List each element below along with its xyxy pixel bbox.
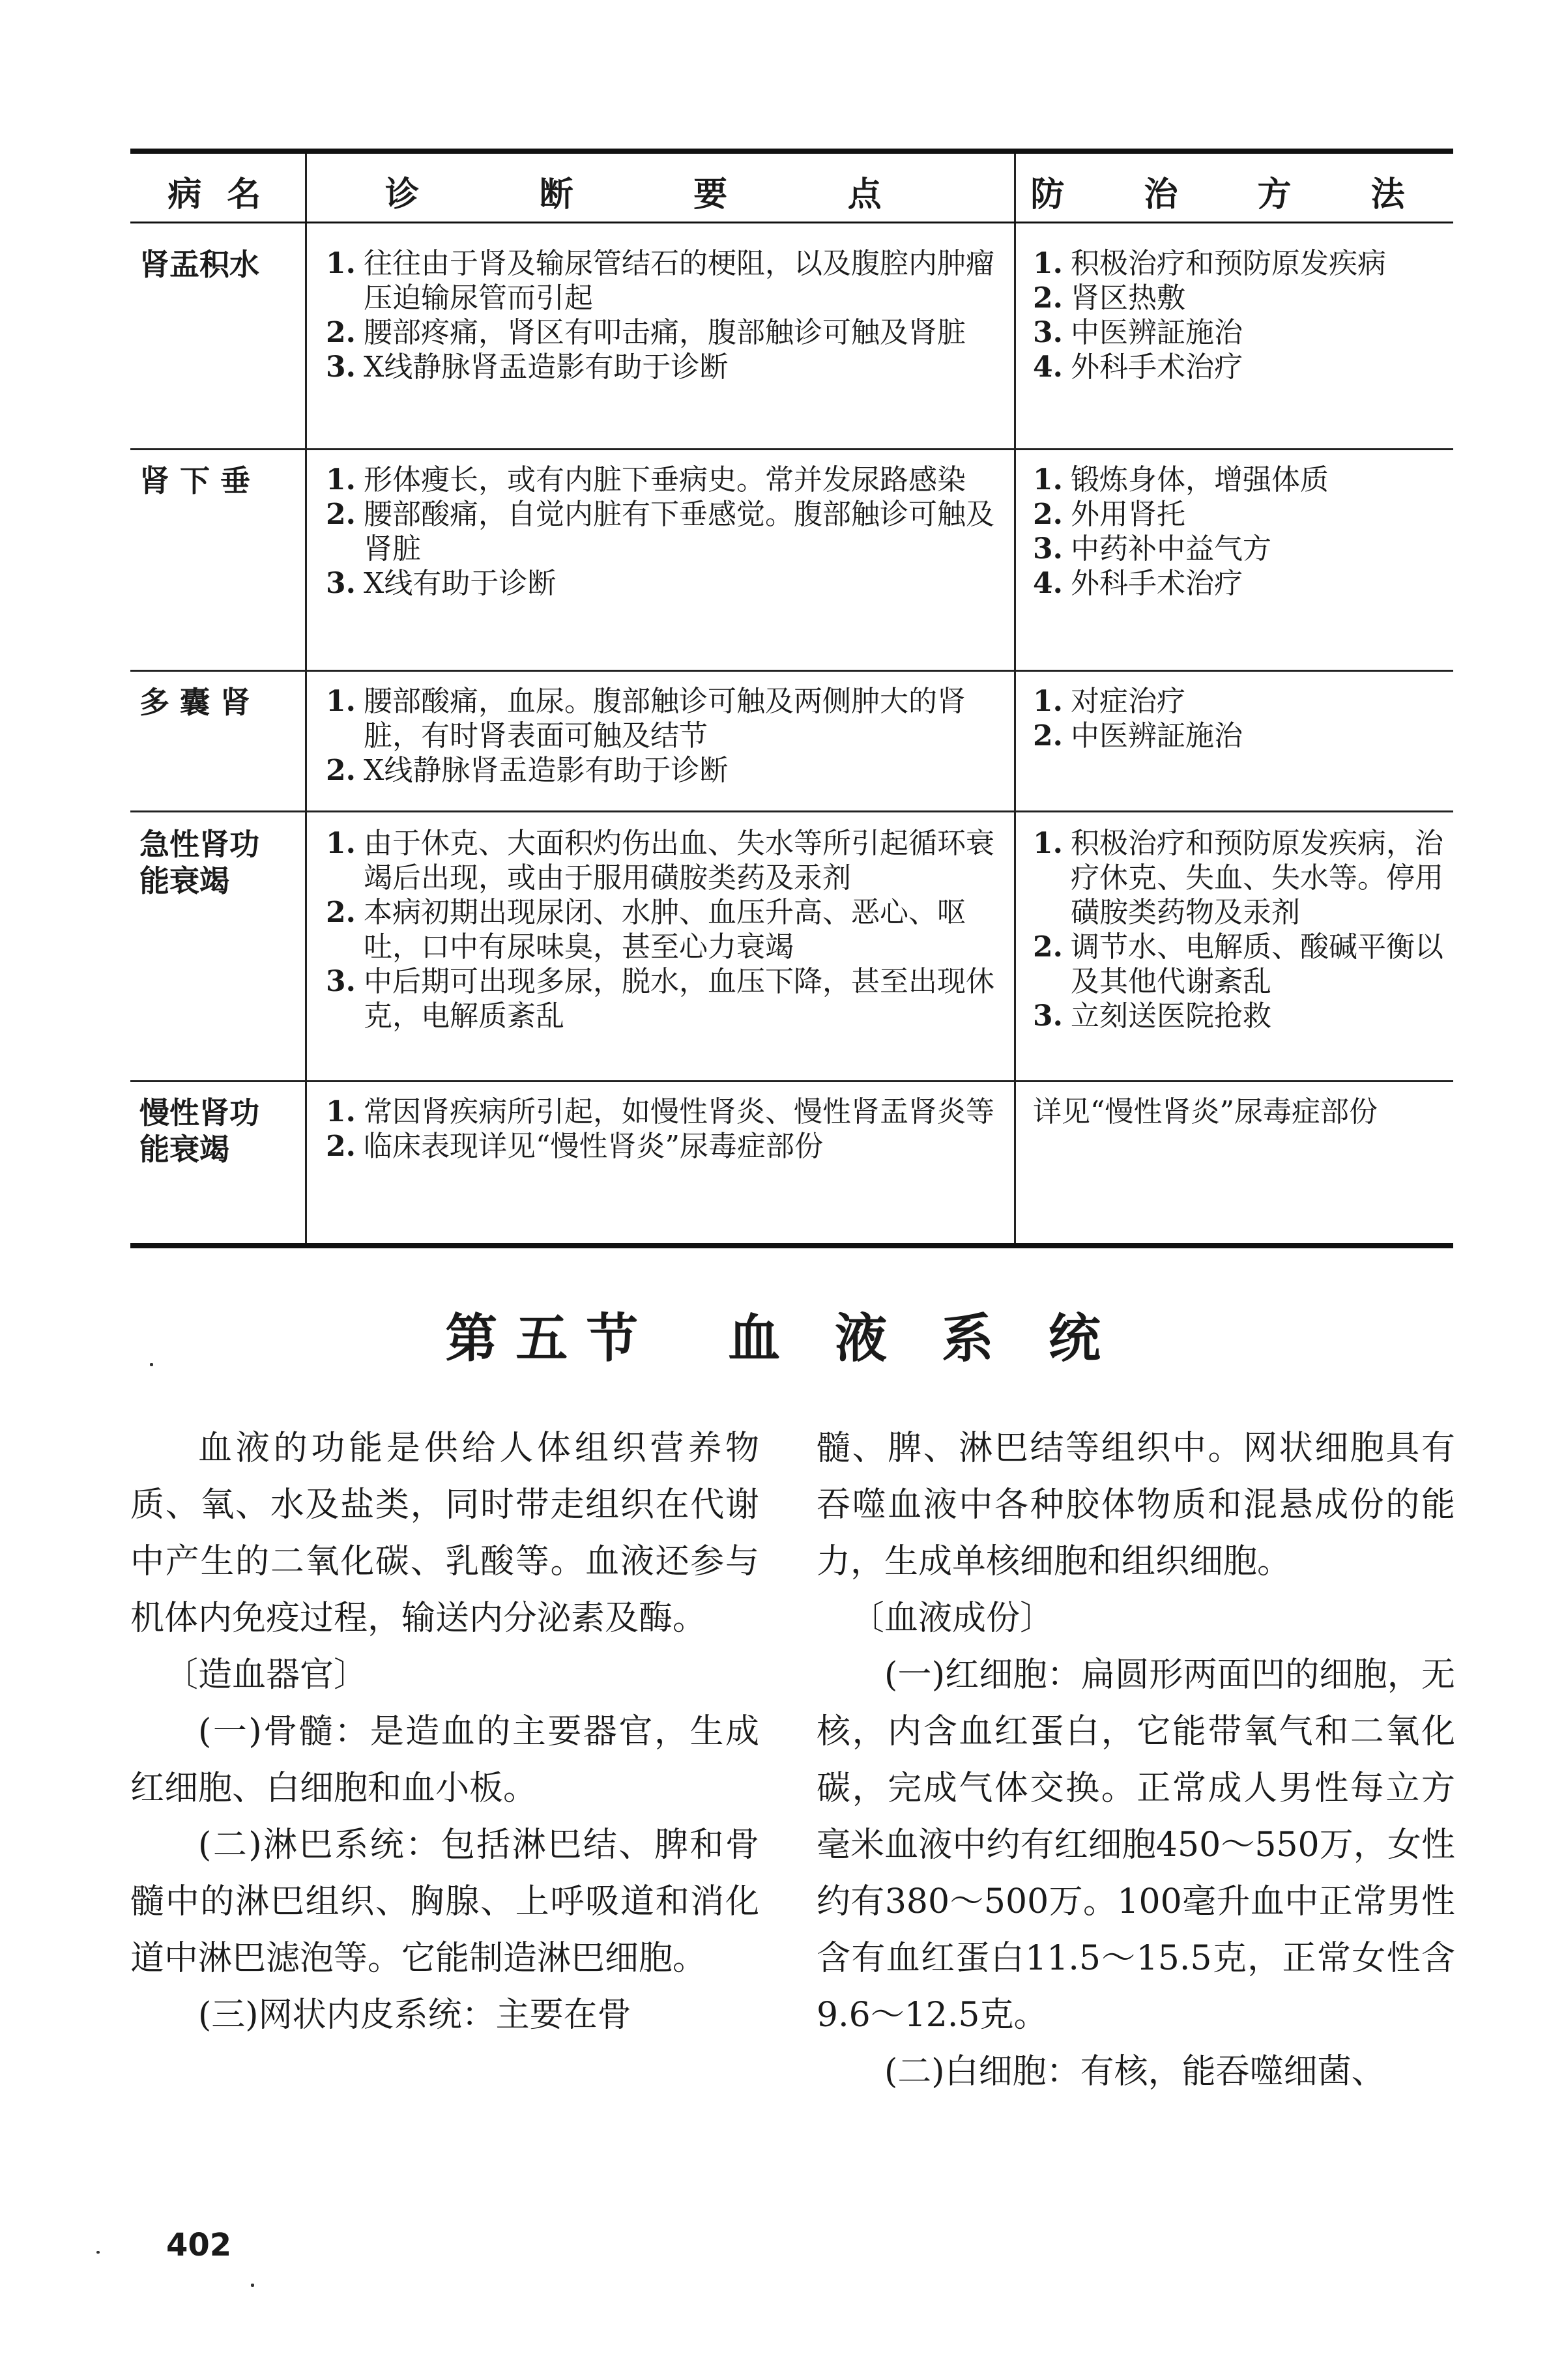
paragraph: 血液的功能是供给人体组织营养物质、氧、水及盐类，同时带走组织在代谢中产生的二氧化碳、乳酸等。血液还参与机体内免疫过程，输送内分泌素及酶。 (130, 1429, 759, 1638)
subheading: 〔造血器官〕 (164, 1656, 368, 1695)
disease-name: 急性肾功能衰竭 (139, 827, 259, 898)
subheading: 〔血液成份〕 (850, 1599, 1054, 1638)
disease-name: 肾 下 垂 (139, 463, 251, 498)
treatment-list (1033, 463, 1447, 601)
disease-name: 慢性肾功能衰竭 (139, 1095, 259, 1167)
list-item: 详见“慢性肾炎”尿毒症部份 (1033, 1095, 1378, 1128)
table-row-divider (130, 448, 1453, 450)
list-item: 3. 中后期可出现多尿，脱水，血压下降，甚至出现休克，电解质紊乱 (326, 965, 994, 1033)
list-item: 1. 腰部酸痛，血尿。腹部触诊可触及两侧肿大的肾脏，有时肾表面可触及结节 (326, 685, 966, 753)
list-item: 2. 腰部疼痛，肾区有叩击痛，腹部触诊可触及肾脏 (326, 316, 966, 349)
table-row-divider (130, 810, 1453, 812)
paragraph: 髓、脾、淋巴结等组织中。网状细胞具有吞噬血液中各种胶体物质和混悬成份的能力，生成单核细胞和组织细胞。 (817, 1429, 1455, 1581)
paragraph: (一)骨髓：是造血的主要器官，生成红细胞、白细胞和血小板。 (130, 1712, 759, 1808)
list-item: 1. 形体瘦长，或有内脏下垂病史。常并发尿路感染 (326, 463, 966, 496)
print-speck (96, 2251, 100, 2254)
list-item: 2. 外用肾托 (1033, 498, 1185, 531)
treatment-list (1033, 826, 1447, 1033)
table-bottom-rule (130, 1243, 1453, 1248)
list-item: 1. 积极治疗和预防原发疾病 (1033, 247, 1386, 280)
list-item: 1. 积极治疗和预防原发疾病，治疗休克、失血、失水等。停用磺胺类药物及汞剂 (1033, 827, 1443, 929)
list-item: 1. 往往由于肾及输尿管结石的梗阻，以及腹腔内肿瘤压迫输尿管而引起 (326, 247, 994, 315)
list-item: 2. 腰部酸痛，自觉内脏有下垂感觉。腹部触诊可触及肾脏 (326, 498, 994, 566)
list-item: 4. 外科手术治疗 (1033, 351, 1243, 384)
list-item: 3. X线有助于诊断 (326, 567, 557, 600)
paragraph: (二)白细胞：有核，能吞噬细菌、 (884, 2052, 1385, 2091)
treatment-list (1033, 246, 1447, 384)
list-item: 2. X线静脉肾盂造影有助于诊断 (326, 754, 729, 787)
list-item: 1. 常因肾疾病所引起，如慢性肾炎、慢性肾盂肾炎等 (326, 1095, 994, 1128)
list-item: 1. 由于休克、大面积灼伤出血、失水等所引起循环衰竭后出现，或由于服用磺胺类药及汞剂 (326, 827, 994, 895)
list-item: 2. 调节水、电解质、酸碱平衡以及其他代谢紊乱 (1033, 930, 1443, 998)
paragraph: (二)淋巴系统：包括淋巴结、脾和骨髓中的淋巴组织、胸腺、上呼吸道和消化道中淋巴滤泡等。它能制造淋巴细胞。 (130, 1826, 759, 1978)
paragraph: (一)红细胞：扁圆形两面凹的细胞，无核，内含血红蛋白，它能带氧气和二氧化碳，完成气体交换。正常成人男性每立方毫米血液中约有红细胞450～550万，女性约有380～500万。100毫升血中正常男性含有血红蛋白11.5～15.5克，正常女性含9.6～12.5克。 (817, 1656, 1455, 2035)
section-number: 第五节 (445, 1308, 657, 1369)
list-item: 2. 中医辨証施治 (1033, 719, 1243, 753)
paragraph: (三)网状内皮系统：主要在骨 (198, 1996, 631, 2035)
header-disease-name: 病 名 (167, 174, 268, 214)
list-item: 3. 立刻送医院抢救 (1033, 999, 1271, 1033)
table-top-rule (130, 149, 1453, 154)
list-item: 2. 临床表现详见“慢性肾炎”尿毒症部份 (326, 1130, 823, 1163)
disease-name: 肾盂积水 (139, 247, 259, 282)
table-row-divider (130, 670, 1453, 672)
table-header-rule (130, 222, 1453, 223)
treatment-list (1033, 1095, 1447, 1129)
list-item: 1. 对症治疗 (1033, 685, 1185, 718)
list-item: 2. 本病初期出现尿闭、水肿、血压升高、恶心、呕吐，口中有尿味臭，甚至心力衰竭 (326, 896, 966, 964)
diagnosis-list (326, 246, 1000, 384)
list-item: 3. 中药补中益气方 (1033, 532, 1271, 566)
section-heading: 血 液 系 统 (728, 1308, 1119, 1369)
diagnosis-list (326, 463, 1000, 601)
diagnosis-list (326, 1095, 1000, 1164)
header-diagnosis: 诊 断 要 点 (385, 174, 936, 214)
table-row-divider (130, 1080, 1453, 1082)
list-item: 4. 外科手术治疗 (1033, 567, 1243, 600)
page-number: 402 (166, 2227, 232, 2263)
print-speck (251, 2284, 254, 2287)
list-item: 3. 中医辨証施治 (1033, 316, 1243, 349)
section-title (0, 1297, 1564, 1371)
list-item: 1. 锻炼身体，增强体质 (1033, 463, 1329, 496)
treatment-list (1033, 684, 1447, 753)
diagnosis-list (326, 826, 1000, 1033)
list-item: 3. X线静脉肾盂造影有助于诊断 (326, 351, 729, 384)
diagnosis-list (326, 684, 1000, 788)
disease-name: 多 囊 肾 (139, 685, 251, 720)
list-item: 2. 肾区热敷 (1033, 281, 1185, 315)
body-column-left (130, 1420, 759, 2044)
body-column-right (817, 1420, 1455, 2100)
header-treatment: 防 治 方 法 (1030, 174, 1439, 214)
print-speck (150, 1363, 153, 1366)
